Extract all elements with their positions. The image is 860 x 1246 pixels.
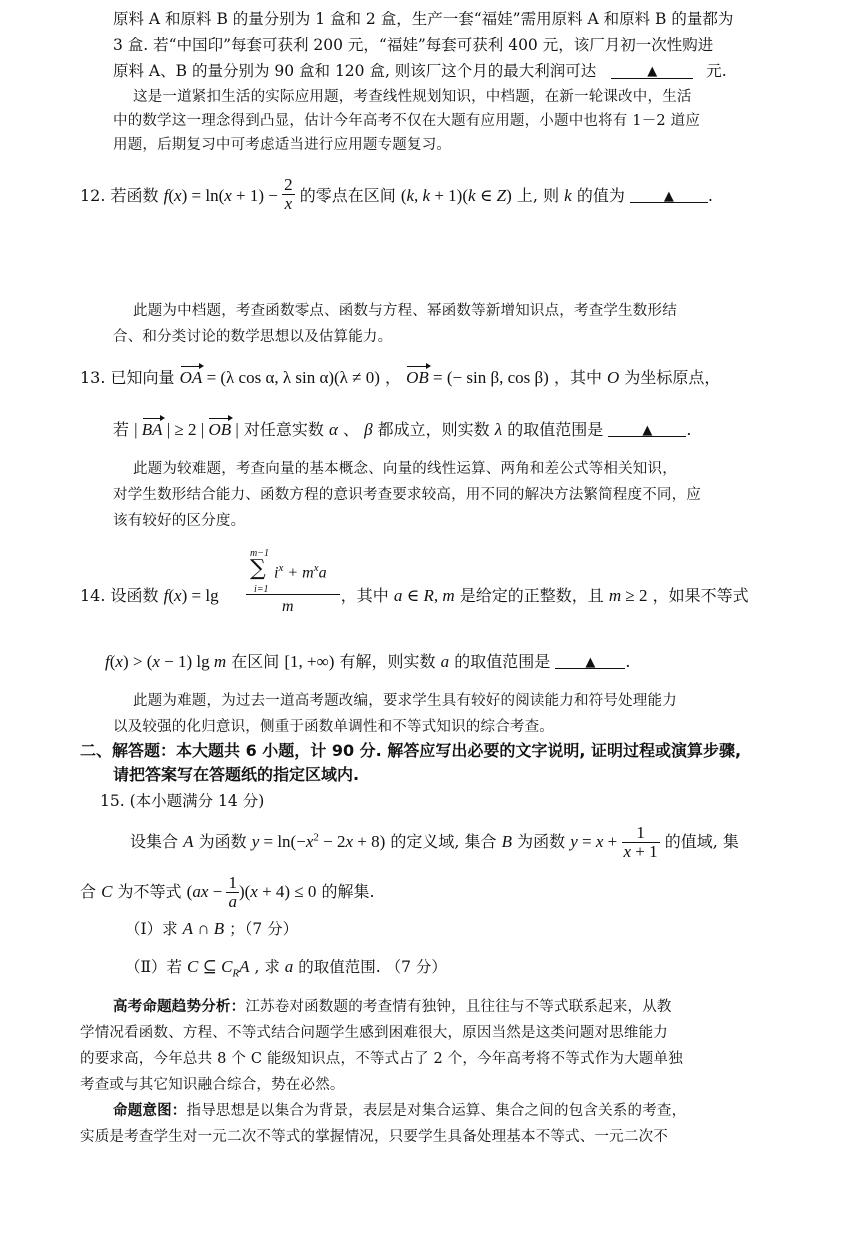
answer-blank-13: ▲ bbox=[608, 418, 686, 437]
analysis-line1: 高考命题趋势分析：江苏卷对函数题的考查情有独钟，且往往与不等式联系起来，从教 bbox=[113, 998, 672, 1015]
q11-line2: 3 盒. 若“中国印”每套可获利 200 元，“福娃”每套可获利 400 元，该厂月初一次性购进 bbox=[113, 36, 714, 54]
intent-line1: 命题意图：指导思想是以集合为背景，表层是对集合运算、集合之间的包含关系的考查， bbox=[113, 1102, 687, 1119]
analysis-line2: 学情况看函数、方程、不等式结合问题学生感到困难很大，原因当然是这类问题对思维能力 bbox=[80, 1025, 668, 1041]
section-2-heading-line2: 请把答案写在答题纸的指定区域内. bbox=[113, 765, 360, 784]
q14-comment-line2: 以及较强的化归意识，侧重于函数单调性和不等式知识的综合考查。 bbox=[113, 719, 554, 735]
q15-line1: 设集合 A 为函数 $y = \ln(-x^2 - 2x + 8)$ 的定义域, 集合 B 为函数 y = x + $\frac{1}{x + 1}$ 的值域, 集 bbox=[130, 823, 739, 861]
answer-blank-12: ▲ bbox=[630, 184, 708, 203]
q15-line2: 合 C 为不等式 (ax − $\frac{1}{a}$ )(x + 4) ≤ 0 的解集. bbox=[80, 873, 375, 911]
q14-stem-line1: 14. 设函数 f(x) = lg ，其中 a ∈ R, m 是给定的正整数，且 m ≥ 2 ，如果不等式 bbox=[80, 586, 749, 605]
analysis-line4: 考查或与其它知识融合综合，势在必然。 bbox=[80, 1077, 345, 1093]
q15-part2: （Ⅱ）若 C ⊆ $C_RA$ , 求 a 的取值范围. （7 分） bbox=[125, 957, 447, 980]
answer-blank-14: ▲ bbox=[555, 650, 625, 669]
vector-ba: BA bbox=[142, 418, 163, 442]
q14-sum-fraction: m−1 ∑ i=1 $i^x + m^xa$ m bbox=[228, 548, 342, 628]
q12-comment-line2: 合、和分类讨论的数学思想以及估算能力。 bbox=[113, 329, 393, 345]
q13-stem-line2: 若 | BA | ≥ 2 | OB | 对任意实数 α 、 β 都成立，则实数 λ 的取值范围是 ▲ . bbox=[113, 418, 691, 442]
q11-comment-line2: 中的数学这一理念得到凸显，估计今年高考不仅在大题有应用题，小题中也将有 1－2 道应 bbox=[113, 113, 701, 129]
q13-stem-line1: 13. 已知向量 OA = (λ cos α, λ sin α)(λ ≠ 0) ， OB = (− sin β, cos β) ，其中 O 为坐标原点， bbox=[80, 366, 720, 390]
intent-line2: 实质是考查学生对一元二次不等式的掌握情况，只要学生具备处理基本不等式、一元二次不 bbox=[80, 1129, 668, 1145]
q12-interval: (k, k + 1)(k ∈ Z) bbox=[400, 186, 512, 205]
q12-comment-line1: 此题为中档题，考查函数零点、函数与方程、幂函数等新增知识点，考查学生数形结 bbox=[133, 303, 677, 319]
vector-oa: OA bbox=[180, 366, 203, 390]
vector-ob: OB bbox=[406, 366, 429, 390]
q11-line3: 原料 A、B 的量分别为 90 盒和 120 盒, 则该厂这个月的最大利润可达 ▲ 元. bbox=[113, 62, 727, 80]
q15-part1: （Ⅰ）求 A ∩ B ；（7 分） bbox=[125, 919, 299, 938]
analysis-line3: 的要求高，今年总共 8 个 C 能级知识点，不等式占了 2 个，今年高考将不等式作为大题单独 bbox=[80, 1051, 683, 1067]
q11-comment-line1: 这是一道紧扣生活的实际应用题，考查线性规划知识，中档题，在新一轮课改中，生活 bbox=[133, 89, 692, 105]
q12-stem: 12. 若函数 f(x) = ln(x + 1) − $\frac{2}{x}$ 的零点在区间 (k, k + 1)(k ∈ Z) 上, 则 k 的值为 ▲ . bbox=[80, 175, 714, 213]
q14-comment-line1: 此题为难题，为过去一道高考题改编，要求学生具有较好的阅读能力和符号处理能力 bbox=[133, 693, 677, 709]
q13-comment-line3: 该有较好的区分度。 bbox=[113, 513, 246, 529]
q13-comment-line1: 此题为较难题，考查向量的基本概念、向量的线性运算、两角和差公式等相关知识， bbox=[133, 461, 677, 477]
q11-comment-line3: 用题，后期复习中可考虑适当进行应用题专题复习。 bbox=[113, 137, 452, 153]
q15-header: 15. (本小题满分 14 分) bbox=[100, 792, 265, 810]
vector-ob-abs: OB bbox=[208, 418, 231, 442]
section-2-heading-line1: 二、解答题：本大题共 6 小题，计 90 分. 解答应写出必要的文字说明, 证明过程或演算步骤, bbox=[80, 741, 742, 760]
q12-fraction: $\frac{2}{x}$ bbox=[284, 175, 293, 213]
q14-stem-line2: f(x) > (x − 1) lg m 在区间 [1, +∞) 有解，则实数 a 的取值范围是 ▲ . bbox=[105, 652, 631, 671]
q12-function: f bbox=[163, 186, 169, 205]
q11-line1: 原料 A 和原料 B 的量分别为 1 盒和 2 盒，生产一套“福娃”需用原料 A 和原料 B 的量都为 bbox=[113, 10, 734, 28]
answer-blank-11: ▲ bbox=[611, 60, 693, 79]
q13-comment-line2: 对学生数形结合能力、函数方程的意识考查要求较高，用不同的解决方法繁简程度不同，应 bbox=[113, 487, 701, 503]
